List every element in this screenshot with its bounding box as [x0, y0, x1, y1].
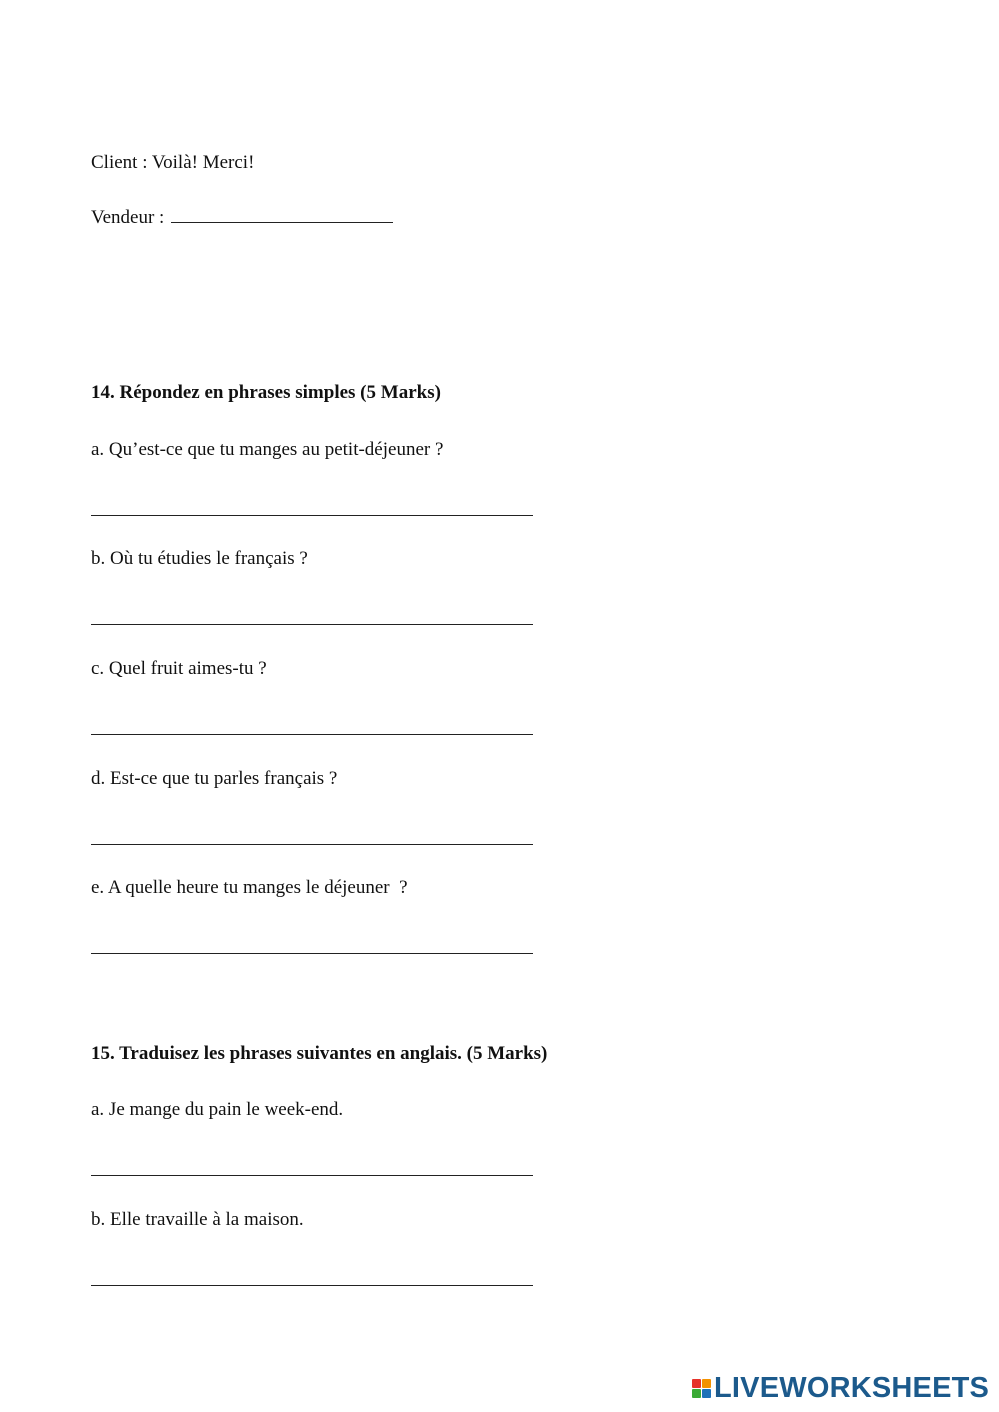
question-14e: e. A quelle heure tu manges le déjeuner ?	[91, 877, 408, 898]
question-15a: a. Je mange du pain le week-end.	[91, 1099, 344, 1120]
liveworksheets-logo-text: LIVEWORKSHEETS	[714, 1372, 990, 1404]
answer-14d-blank[interactable]	[91, 844, 533, 845]
answer-14c-blank[interactable]	[91, 734, 533, 735]
answer-14e-blank[interactable]	[91, 953, 533, 954]
liveworksheets-logo-icon	[692, 1379, 711, 1398]
question-14c: c. Quel fruit aimes-tu ?	[91, 658, 267, 679]
vendeur-answer-blank[interactable]	[171, 222, 393, 223]
logo-square-blue	[702, 1389, 711, 1398]
vendeur-label: Vendeur :	[91, 207, 165, 228]
client-line: Client : Voilà! Merci!	[91, 152, 255, 173]
answer-15a-blank[interactable]	[91, 1175, 533, 1176]
question-14d: d. Est-ce que tu parles français ?	[91, 768, 338, 789]
logo-square-red	[692, 1379, 701, 1388]
question-14b: b. Où tu étudies le français ?	[91, 548, 308, 569]
section-15-title: 15. Traduisez les phrases suivantes en anglais. (5 Marks)	[91, 1043, 548, 1064]
vendeur-line	[91, 206, 393, 230]
question-15b: b. Elle travaille à la maison.	[91, 1209, 304, 1230]
logo-square-green	[692, 1389, 701, 1398]
question-14a: a. Qu’est-ce que tu manges au petit-déjeuner ?	[91, 439, 444, 460]
logo-square-orange	[702, 1379, 711, 1388]
liveworksheets-logo	[692, 1374, 989, 1402]
answer-14b-blank[interactable]	[91, 624, 533, 625]
answer-14a-blank[interactable]	[91, 515, 533, 516]
section-14-title: 14. Répondez en phrases simples (5 Marks)	[91, 382, 441, 403]
answer-15b-blank[interactable]	[91, 1285, 533, 1286]
